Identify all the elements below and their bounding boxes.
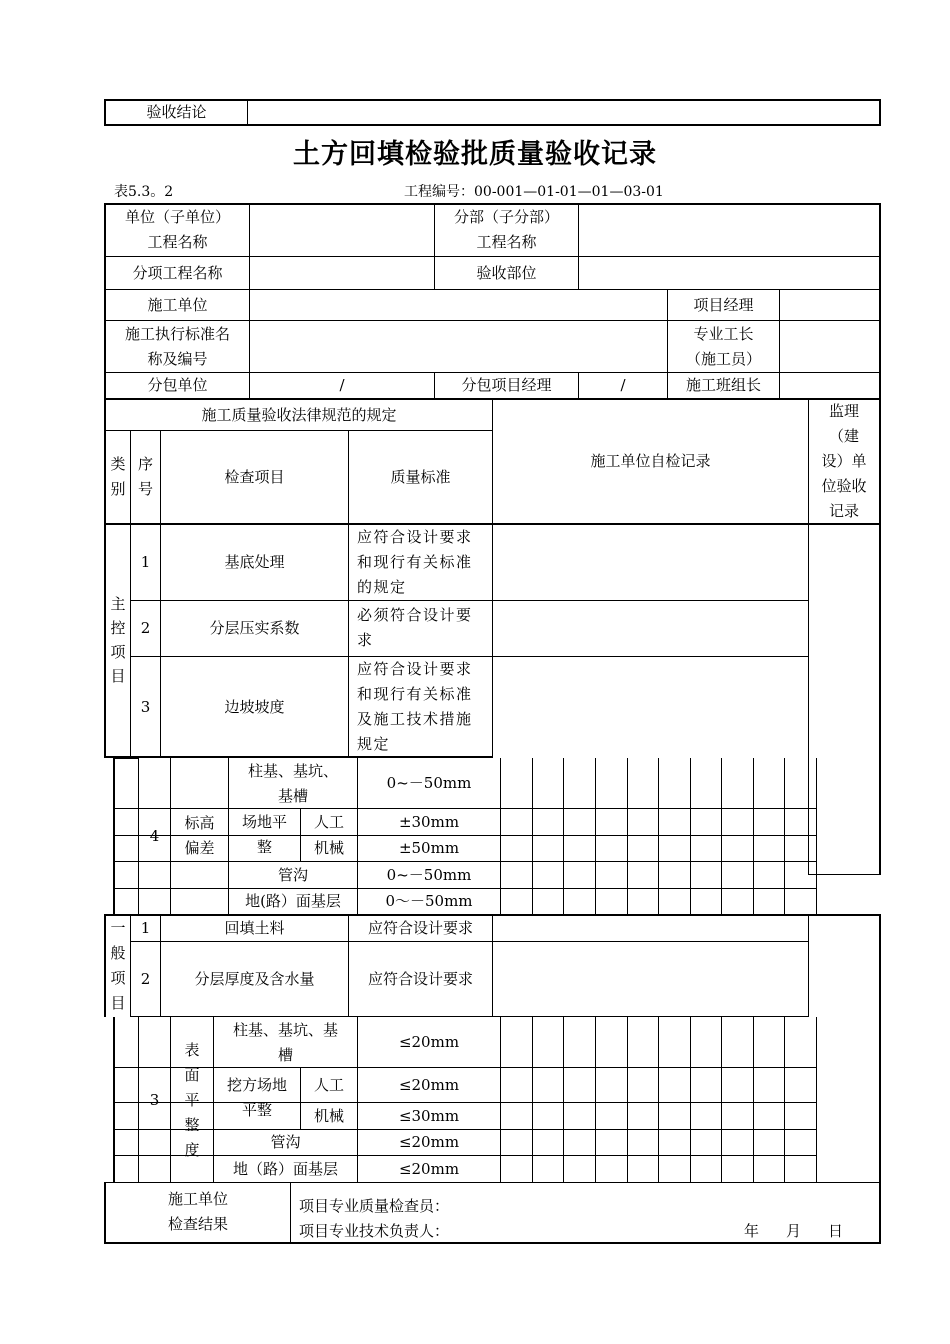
sub-unit-label: 分包单位 — [147, 376, 208, 394]
flatness-row-3-value: ≤30mm — [398, 1106, 460, 1125]
general-item-1-name: 回填土料 — [224, 918, 285, 937]
elevation-row-4-sub: 管沟 — [277, 865, 308, 884]
sub-unit-value[interactable]: / — [339, 376, 345, 394]
date-month: 月 — [786, 1222, 802, 1240]
elevation-row-2-value: ±30mm — [398, 812, 460, 831]
flatness-row-5-value: ≤20mm — [398, 1159, 460, 1178]
construction-unit-value[interactable] — [251, 291, 666, 319]
elevation-row-1-sub: 柱基、基坑、 基槽 — [247, 761, 338, 805]
flatness-row-1-sub: 柱基、基坑、基 槽 — [232, 1020, 338, 1064]
general-item-2-no: 2 — [140, 969, 151, 988]
flatness-row-3-method: 机械 — [313, 1106, 344, 1125]
sub-manager-value[interactable]: / — [620, 376, 626, 394]
project-manager-value[interactable] — [781, 291, 878, 319]
main-item-1-no: 1 — [140, 553, 151, 571]
foreman-value[interactable] — [781, 322, 878, 371]
unit-name-value[interactable] — [251, 206, 433, 255]
standard-value[interactable] — [251, 322, 666, 371]
main-item-1-std: 应符合设计要求 和现行有关标准 的规定 — [357, 528, 473, 596]
general-item-1-no: 1 — [140, 918, 151, 937]
construction-unit-label: 施工单位 — [147, 295, 208, 314]
category-header: 类 别 — [110, 455, 126, 498]
flatness-name: 表 面 平 整 度 — [184, 1040, 200, 1159]
conclusion-value[interactable] — [249, 101, 879, 124]
check-item-header: 检查项目 — [224, 467, 285, 486]
standard-label: 施工执行标准名 称及编号 — [124, 324, 230, 368]
main-item-3-name: 边坡坡度 — [224, 697, 285, 716]
flatness-row-5-sub: 地（路）面基层 — [232, 1159, 338, 1178]
flatness-row-2-value: ≤20mm — [398, 1075, 460, 1094]
flatness-row-2-method: 人工 — [313, 1075, 344, 1094]
general-category: 一 般 项 目 — [110, 919, 126, 1012]
page-title: 土方回填检验批质量验收记录 — [293, 139, 657, 170]
elevation-row-3-method: 机械 — [313, 839, 344, 857]
item-name-value[interactable] — [251, 258, 433, 288]
inspect-part-value[interactable] — [580, 258, 878, 288]
form-number: 表5.3。2 — [114, 184, 174, 200]
quality-inspector-label: 项目专业质量检查员： — [299, 1197, 450, 1215]
flatness-row-1-value: ≤20mm — [398, 1033, 460, 1051]
main-control-category: 主 控 项 目 — [110, 595, 126, 685]
main-item-1-record[interactable] — [494, 526, 807, 599]
elevation-name: 标高 偏差 — [184, 814, 215, 857]
flatness-row-4-value: ≤20mm — [398, 1133, 460, 1151]
conclusion-label: 验收结论 — [146, 103, 207, 121]
main-item-3-record[interactable] — [494, 658, 807, 755]
general-item-2-name: 分层厚度及含水量 — [194, 969, 315, 988]
main-item-2-record[interactable] — [494, 602, 807, 655]
elevation-row-3-value: ±50mm — [398, 839, 460, 857]
elevation-row-1-value: 0~－50mm — [386, 774, 472, 792]
date-year: 年 — [744, 1222, 760, 1240]
sub-part-label: 分部（子分部） 工程名称 — [453, 208, 559, 251]
quality-std-header: 质量标准 — [390, 467, 451, 486]
sub-manager-label: 分包项目经理 — [461, 376, 552, 394]
main-item-2-name: 分层压实系数 — [209, 619, 300, 637]
elevation-row-4-value: 0~－50mm — [386, 865, 472, 884]
elevation-no: 4 — [149, 826, 160, 845]
date-day: 日 — [828, 1222, 844, 1240]
general-item-2-std: 应符合设计要求 — [367, 969, 473, 988]
main-item-2-no: 2 — [140, 619, 151, 637]
tech-lead-label: 项目专业技术负责人： — [299, 1222, 450, 1240]
general-item-1-std: 应符合设计要求 — [367, 918, 473, 937]
item-name-label: 分项工程名称 — [132, 263, 223, 282]
unit-name-label: 单位（子单位） 工程名称 — [124, 208, 230, 251]
seq-header: 序 号 — [137, 455, 153, 498]
team-leader-label: 施工班组长 — [685, 376, 761, 394]
elevation-row-2-sub: 场地平 整 — [241, 813, 287, 856]
flatness-no: 3 — [149, 1090, 160, 1109]
inspect-part-label: 验收部位 — [476, 263, 537, 282]
foreman-label: 专业工长 （施工员） — [685, 324, 761, 368]
sub-part-value[interactable] — [580, 206, 878, 255]
elevation-row-5-value: 0～－50mm — [385, 892, 473, 910]
self-check-header: 施工单位自检记录 — [590, 452, 711, 470]
footer-label: 施工单位 检查结果 — [167, 1190, 228, 1233]
elevation-row-2-method: 人工 — [313, 812, 344, 831]
project-manager-label: 项目经理 — [693, 295, 754, 314]
main-item-3-no: 3 — [140, 697, 151, 716]
flatness-row-4-sub: 管沟 — [270, 1133, 301, 1151]
project-number: 工程编号：00-001—01-01—01—03-01 — [404, 184, 664, 200]
regulation-header: 施工质量验收法律规范的规定 — [201, 405, 397, 424]
general-item-1-record[interactable] — [494, 917, 807, 940]
general-item-2-record[interactable] — [494, 943, 807, 1015]
flatness-row-2-sub: 挖方场地 平整 — [226, 1076, 287, 1119]
main-item-1-name: 基底处理 — [224, 553, 285, 571]
main-item-2-std: 必须符合设计要 求 — [357, 606, 473, 649]
team-leader-value[interactable] — [781, 374, 878, 397]
elevation-row-5-sub: 地(路）面基层 — [245, 892, 341, 910]
main-item-3-std: 应符合设计要求 和现行有关标准 及施工技术措施 规定 — [357, 660, 473, 753]
supervision-header: 监理 （建 设）单 位验收 记录 — [821, 401, 867, 520]
